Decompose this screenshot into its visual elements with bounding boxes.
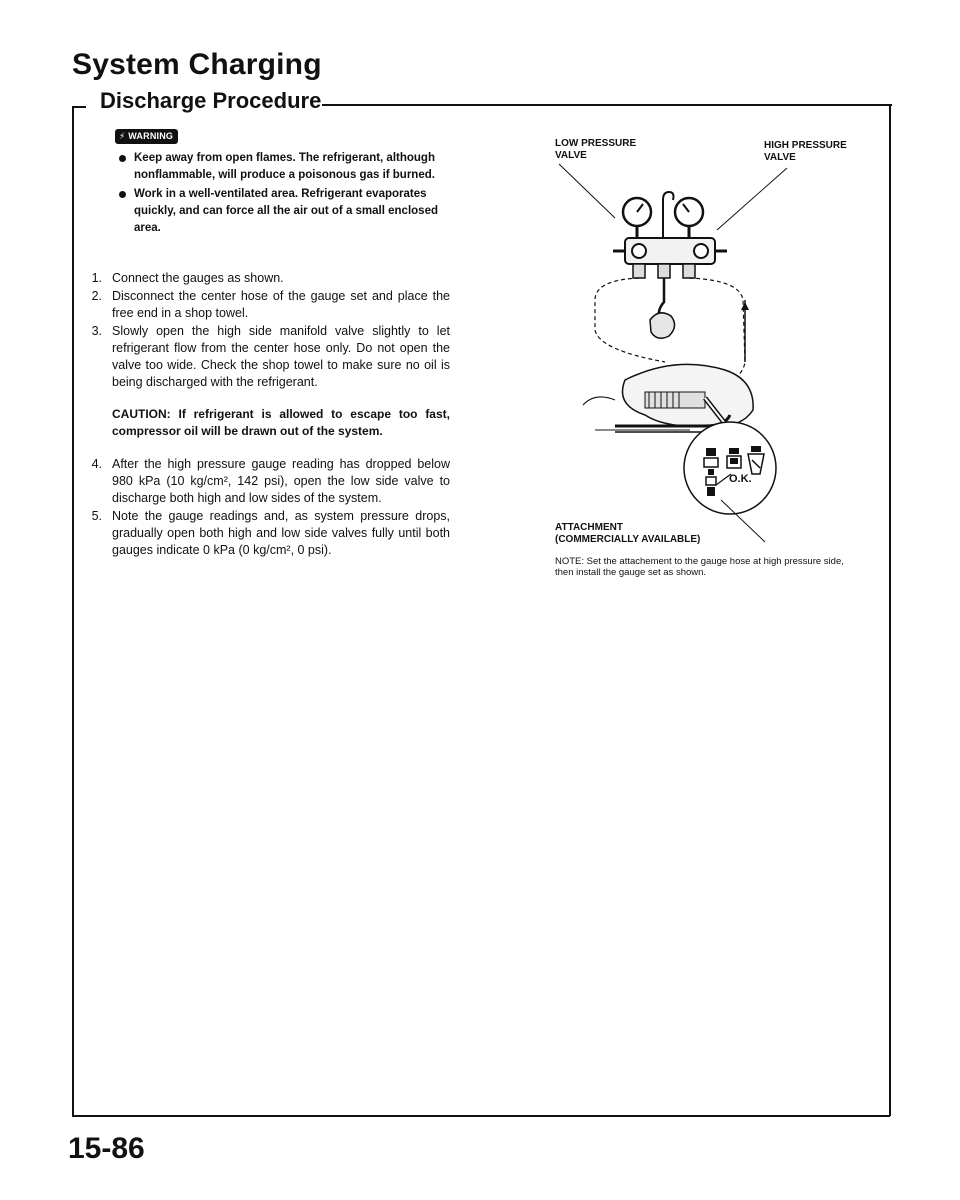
warning-item: Work in a well-ventilated area. Refrigerant evaporates quickly, and can force all the air out of a small enclosed area. [118,186,450,237]
step-3 [84,323,450,391]
step-4 [84,456,450,507]
procedure-steps [84,270,450,560]
frame-line [72,1115,890,1117]
warning-badge-label: WARNING [128,131,174,141]
step-number: 2. [91,289,102,303]
low-pressure-valve-label [555,138,636,162]
warning-item: Keep away from open flames. The refrigerant, although nonflammable, will produce a poisonous gas if burned. [118,150,450,184]
high-pressure-valve-text: HIGH PRESSURE VALVE [764,140,847,163]
gauge-diagram [555,130,875,610]
step-5 [84,508,450,559]
step-text: Slowly open the high side manifold valve slightly to let refrigerant flow from the center hose only. Do not open the valve too wide. Check the shop towel to make sure no oil is being discharged with the refrigerant. [112,324,450,389]
frame-line [72,106,74,1116]
leader-line [559,164,615,218]
leader-line [717,168,787,230]
warning-icon: ⚡ [119,131,126,141]
warning-list [118,150,450,239]
gauge-set-illustration [555,130,875,550]
step-number: 4. [91,457,102,471]
low-side-valve-knob [632,244,646,258]
frame-line [322,104,892,106]
step-number: 1. [91,271,102,285]
caution-note: CAUTION: If refrigerant is allowed to escape too fast, compressor oil will be drawn out of the system. [112,407,450,438]
hanger-hook [663,192,674,238]
step-text: Connect the gauges as shown. [112,271,284,285]
attachment-label: ATTACHMENT [555,522,623,533]
step-number: 5. [91,509,102,523]
figure-note: NOTE: Set the attachement to the gauge hose at high pressure side, then install the gauge set as shown. [555,555,844,578]
step-number: 3. [91,324,102,338]
page-number: 15-86 [68,1132,145,1165]
low-pressure-valve-text: LOW PRESSURE VALVE [555,138,637,161]
step-text: Note the gauge readings and, as system pressure drops, gradually open both high and low side valves fully until both gauges indicate 0 kPa (0 kg/cm², 0 psi). [112,509,450,557]
high-pressure-valve-label [764,140,847,164]
section-subtitle: Discharge Procedure [100,88,322,113]
step-1 [84,270,450,287]
page-title: System Charging [72,48,322,81]
frame-line [889,104,891,1116]
step-2 [84,288,450,322]
high-side-valve-knob [694,244,708,258]
frame-line [72,106,86,108]
warning-badge [115,129,178,144]
shop-towel [650,313,675,338]
step-text: Disconnect the center hose of the gauge set and place the free end in a shop towel. [112,289,450,320]
step-text: After the high pressure gauge reading has dropped below 980 kPa (10 kg/cm², 142 psi), open the low side valve to discharge both high and low sides of the system. [112,457,450,505]
ok-label: O.K. [729,473,752,485]
commercially-available-label: (COMMERCIALLY AVAILABLE) [555,534,701,545]
